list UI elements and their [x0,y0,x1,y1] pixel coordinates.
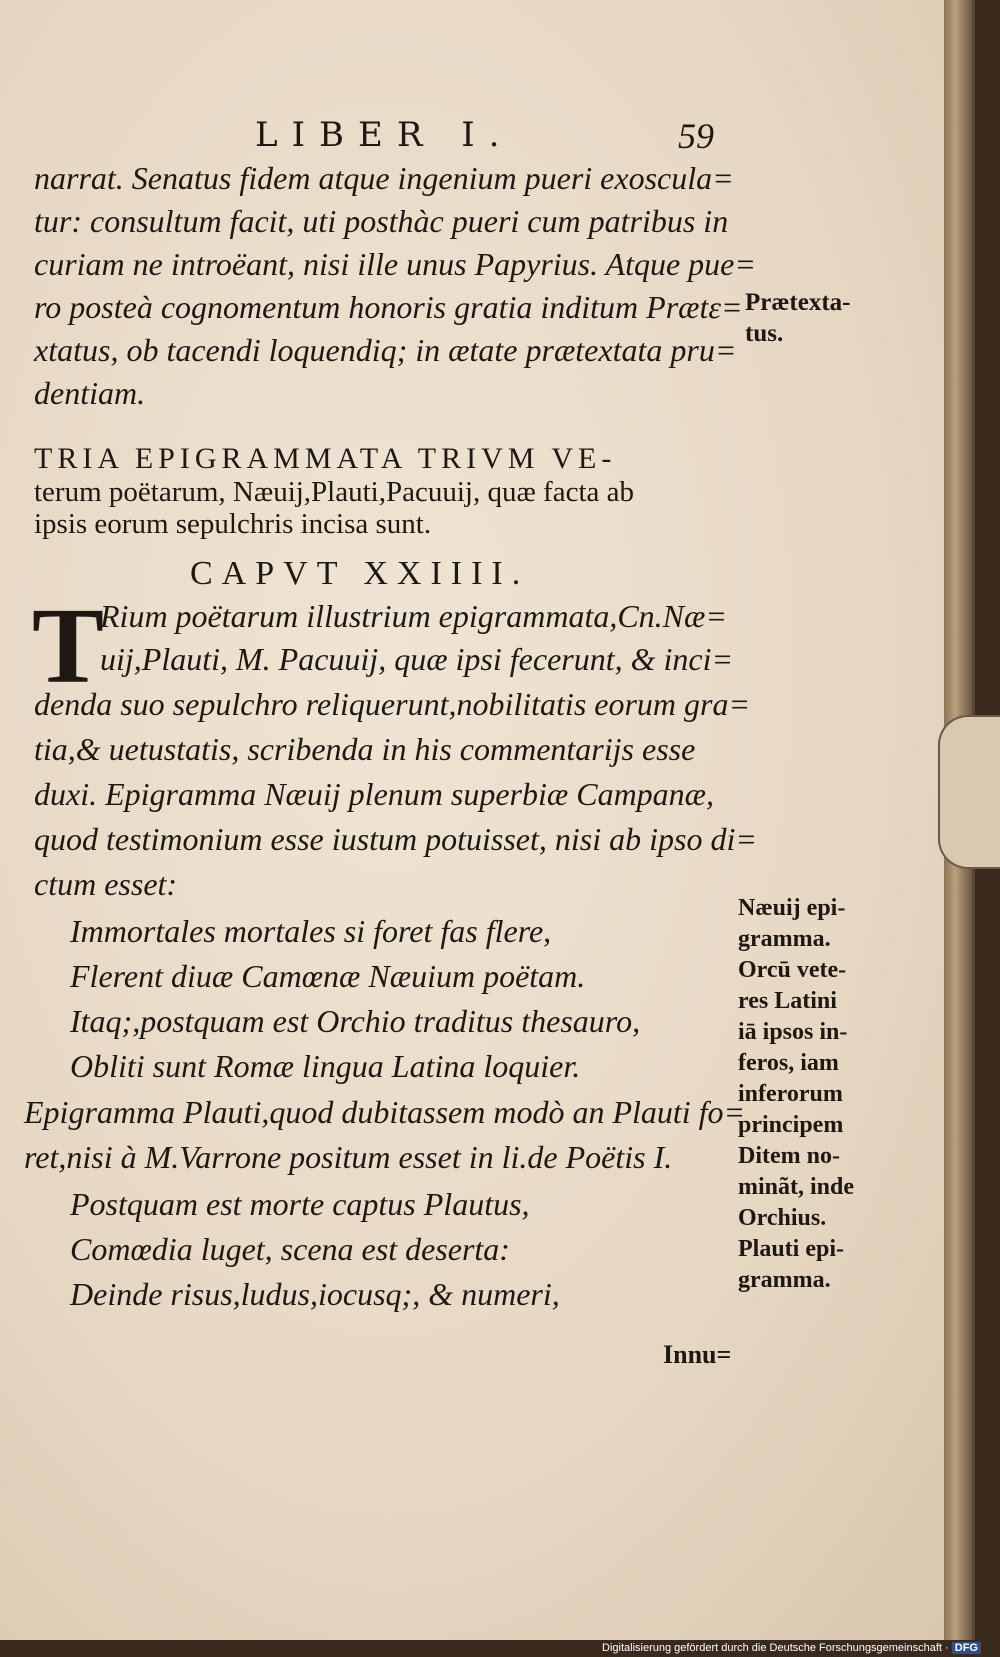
text-line: curiam ne introëant, nisi ille unus Papyrius. Atque pue= [34,246,756,282]
text-line: tia,& uetustatis, scribenda in his commentarijs esse [34,731,696,767]
marginal-line: feros, iam [738,1050,839,1076]
verse-line: Immortales mortales si foret fas flere, [70,913,552,949]
marginal-line: tus. [745,320,784,347]
chapter-heading: CAPVT XXIIII. [190,555,530,592]
catchword: Innu= [663,1340,732,1369]
text-line: quod testimonium esse iustum potuisset, nisi ab ipso di= [34,821,757,857]
text-line: denda suo sepulchro reliquerunt,nobilitatis eorum gra= [34,686,751,722]
chapter-title-line: terum poëtarum, Næuij,Plauti,Pacuuij, quæ facta ab [34,476,635,508]
marginal-line: minãt, inde [738,1174,855,1200]
marginal-note-naevius [738,893,854,1296]
marginal-line: iā ipsos in- [738,1019,848,1045]
marginal-line: gramma. [738,926,831,952]
text-line: narrat. Senatus fidem atque ingenium pueri exoscula= [34,160,734,196]
text-line: ret,nisi à M.Varrone positum esset in li.de Poëtis I. [24,1139,673,1175]
running-title: LIBER I. [255,115,514,155]
text-line: uij,Plauti, M. Pacuuij, quæ ipsi fecerunt, & inci= [100,641,734,677]
footer-text: Digitalisierung gefördert durch die Deutsche Forschungsgemeinschaft · [602,1642,949,1654]
text-line: Rium poëtarum illustrium epigrammata,Cn.Næ= [100,598,727,634]
verse-line: Itaq;,postquam est Orchio traditus thesauro, [70,1003,641,1039]
text-line: ro posteà cognomentum honoris gratia inditum Prætε= [34,289,743,325]
marginal-line: Næuij epi- [738,895,846,921]
chapter-title-line: ipsis eorum sepulchris incisa sunt. [34,508,432,540]
footer-credit [602,1640,1000,1657]
text-line: Epigramma Plauti,quod dubitassem modò an Plauti fo= [24,1094,746,1130]
text-line: duxi. Epigramma Næuij plenum superbiæ Campanæ, [34,776,715,812]
marginal-note-pretextatus [745,287,851,349]
chapter-title-line: TRIA EPIGRAMMATA TRIVM VE- [34,442,617,475]
marginal-line: Ditem no- [738,1143,840,1169]
text-line: dentiam. [34,375,146,411]
text-line: xtatus, ob tacendi loquendiq; in ætate prætextata pru= [34,332,737,368]
marginal-line: Prætexta- [745,289,851,316]
verse-line: Flerent diuæ Camœnæ Næuium poëtam. [70,958,586,994]
page-number: 59 [678,116,714,156]
verse-line: Obliti sunt Romæ lingua Latina loquier. [70,1048,581,1084]
text-line: ctum esset: [34,866,178,902]
marginal-line: res Latini [738,988,837,1014]
marginal-line: inferorum [738,1081,843,1107]
verse-line: Deinde risus,ludus,iocusq;, & numeri, [70,1276,560,1312]
marginal-line: principem [738,1112,844,1138]
marginal-line: Orchius. [738,1205,827,1231]
dfg-logo-icon: DFG [952,1642,981,1654]
verse-line: Comœdia luget, scena est deserta: [70,1231,510,1267]
verse-line: Postquam est morte captus Plautus, [70,1186,530,1222]
page-clip-tab [938,715,1000,869]
marginal-line: Orcū vete- [738,957,847,983]
drop-cap: T [32,587,105,706]
text-line: tur: consultum facit, uti posthàc pueri cum patribus in [34,203,729,239]
marginal-line: gramma. [738,1267,831,1293]
marginal-line: Plauti epi- [738,1236,844,1262]
